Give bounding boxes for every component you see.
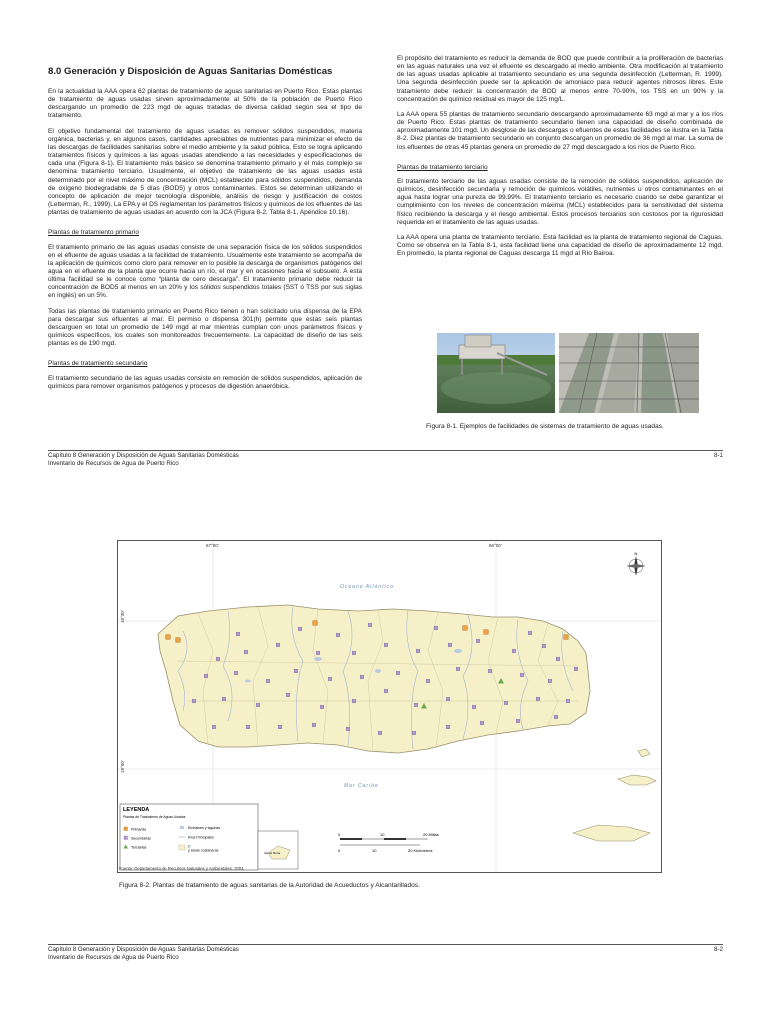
secondary-plant-marker [446,697,450,701]
scale-label: 10 [372,848,377,853]
paragraph: Todas las plantas de tratamiento primario en Puerto Rico tienen o han solicitado una dispensa de la EPA para descargar sus efluentes al mar. El permiso o dispensa 301(h) permite que estas seis plantas descarguen en total un promedio de 149 mgd al mar mientras cumplan con unos parámetros físicos y químicos específicos, los cuales son monitoreados frecuentemente. La capacidad de diseño de las seis plantas es de 190 mgd. [48,307,362,348]
primary-plant-marker [166,635,170,639]
subheading-primario: Plantas de tratamiento primario [48,229,139,237]
north-label: N [634,551,638,556]
paragraph: La AAA opera 55 plantas de tratamiento secundario descargando aproximadamente 63 mgd al mar y a los ríos de Puerto Rico. Estas plantas de tratamiento secundario tienen una capacidad de diseño combinada de aproximadamente 101 mgd. Un desglose de las descargas o efluentes de estas facilidades se ilustra en la Tabla 8-2. Diez plantas de tratamiento secundario en conjunto descargan un promedio de 36 mgd al mar. La suma de los efluentes de otras 45 plantas genera un promedio de 27 mgd descargado a los ríos de Puerto Rico. [397,110,723,151]
secondary-plant-marker [294,669,298,673]
secondary-plant-marker [368,623,372,627]
secondary-plant-marker [574,667,578,671]
secondary-plant-marker [378,731,382,735]
secondary-plant-marker [556,657,560,661]
secondary-plant-marker [548,679,552,683]
paragraph: El objetivo fundamental del tratamiento de aguas usadas es remover sólidos suspendidos, materia orgánica, bacterias y, en algunos casos, cantidades apreciables de nutrientes para minimizar el efecto de las descargas de facilidades sanitarias sobre el medio ambiente y la salud pública. Esto se logra aplicando tratamientos físicos y químicos a las aguas usadas atendiendo a las necesidades y especificaciones de cada una (Figura 8-1). El tratamiento más básico se denomina tratamiento primario y el más complejo se denomina tratamiento terciario. Usualmente, el objetivo de tratamiento de las aguas usadas está determinado por el nivel máximo de concentración (MCL) establecido para sólidos suspendidos, demanda de oxígeno biodegradable de 5 días (BOD5) y otros contaminantes. Estos se determinan utilizando el concepto de aplicación de mejor tecnología disponible, análisis de riesgo y justificación de costos (Letterman, R., 1999). La EPA y el DS reglamentan los parámetros físicos y químicos de los efluentes de las plantas de tratamiento de aguas usadas en acuerdo con la JCA (Figura 8-2, Tabla 8-1, Apéndice 10.16). [48,127,362,217]
secondary-plant-marker [472,705,476,709]
secondary-plant-marker [212,725,216,729]
secondary-plant-marker [448,643,452,647]
secondary-plant-marker [256,703,260,707]
paragraph: El tratamiento terciario de las aguas usadas consiste de la remoción de sólidos suspendidos, aplicación de químicos, desinfección secundaria y remoción de químicos volátiles, nutrientes u otros contaminantes en el agua hasta lograr una pureza de 99.99%. El tratamiento terciario es necesario cuando se debe garantizar el cumplimiento con los niveles de concentración máxima (MCL) establecidos para la sensitividad del sistema físico recibiendo la descarga y el riesgo ambiental. Estos procesos terciarios son costosos por la rigurosidad requerida en el tratamiento de las aguas usadas. [397,177,723,226]
scale-label: 10 [380,832,385,837]
paragraph: El tratamiento primario de las aguas usadas consiste de una separación física de los sólidos suspendidos en el efluente de aguas usadas a la facilidad de tratamiento. Usualmente este tratamiento se acompaña de la aplicación de químicos como cloro para remover en lo posible la descarga de organismos patógenos del agua en el efluente de la planta que ocurre hacia un río, el mar y en ocasiones hacia el subsuelo. A esta última facilidad se le conoce como “planta de cero descarga”. El tratamiento primario debe reducir la concentración de BOD5 al menos en un 20% y los sólidos suspendidos totales (SST ó TSS por sus siglas en inglés) en un 5%. [48,243,362,300]
secondary-plant-marker [278,725,282,729]
inset-label: Isla de Mona [264,851,281,855]
page-footer [48,944,723,961]
secondary-plant-marker [384,643,388,647]
secondary-plant-marker [520,673,524,677]
paragraph: En la actualidad la AAA opera 62 plantas de tratamiento de aguas sanitarias en Puerto Rico. Estas plantas de tratamiento de aguas usadas sirven aproximadamente al 50% de la población de Puerto Rico descargando un promedio de 223 mgd de aguas tratadas de diversa calidad según sea el tipo de tratamiento. [48,88,362,120]
secondary-plant-marker [446,725,450,729]
secondary-plant-marker [328,677,332,681]
figure-8-2-map [117,540,662,873]
subheading-secundario: Plantas de tratamiento secundario [48,360,148,368]
legend-item-cont: y áreas costaneras [188,848,219,853]
secondary-plant-marker [276,643,280,647]
secondary-plant-marker [286,693,290,697]
paragraph: El tratamiento secundario de las aguas usadas consiste en remoción de sólidos suspendidos, aplicación de químicos para remover organismos patógenos y procesos de digestión anaeróbica. [48,374,362,390]
lon-label: 67°00' [206,543,219,548]
page-number: 8-1 [714,452,723,459]
mona-inset [258,831,298,869]
secondary-plant-marker [222,697,226,701]
footer-inventory: Inventario de Recursos de Agua de Puerto Rico [48,953,179,961]
secondary-plant-marker [204,674,208,678]
page-footer [48,450,723,467]
lat-label: 18°00' [120,760,125,773]
page-number: 8-2 [714,946,723,953]
secondary-plant-marker [360,675,364,679]
legend-reservoir-icon [180,826,184,829]
footer-inventory: Inventario de Recursos de Agua de Puerto Rico [48,459,179,467]
secondary-plant-marker [456,667,460,671]
secondary-plant-marker [542,644,546,648]
secondary-plant-marker [416,649,420,653]
secondary-plant-marker [266,679,270,683]
subheading-terciario: Plantas de tratamiento terciario [397,163,488,171]
scale-label: 20 Kilómetros [408,848,433,853]
legend-subtitle: Plantas de Tratamiento de Aguas Usadas [123,815,186,819]
legend-item: Primarias [131,827,147,832]
ocean-label: Oceano Atlántico [340,584,394,590]
primary-plant-marker [564,635,568,639]
sea-label: Mar Caribe [344,783,379,789]
secondary-plant-marker [384,689,388,693]
legend-title: LEYENDA [123,807,150,813]
lat-label: 18°30' [120,610,125,623]
secondary-plant-marker [244,650,248,654]
legend-item: Embalses y lagunas [188,826,221,830]
primary-plant-marker [463,626,467,630]
secondary-plant-marker [396,671,400,675]
map-source: Fuente: Departamento de Recursos Naturales y Ambientales, 2004. [119,866,245,871]
figure-8-1-photos [437,333,699,413]
scale-label: 0 [338,832,341,837]
legend-item: Secundarias [131,836,151,841]
secondary-plant-marker [298,627,302,631]
secondary-plant-marker [504,701,508,705]
secondary-plant-marker [236,632,240,636]
secondary-plant-marker [434,626,438,630]
legend-watershed-icon [179,845,185,850]
scale-label: 0 [338,848,341,853]
lon-label: 66°00' [489,543,502,548]
primary-plant-marker [176,638,180,642]
legend-item: Terciarias [131,845,147,850]
secondary-plant-marker [312,723,316,727]
secondary-plant-marker [346,727,350,731]
secondary-plant-marker [480,721,484,725]
legend-item: Ríos Principales [188,835,214,840]
secondary-plant-marker [216,657,220,661]
paragraph: La AAA opera una planta de tratamiento terciario. Esta facilidad es la planta de tratamiento regional de Caguas. Como se observa en la Tabla 8-1, esta facilidad tiene una capacidad de diseño de aproximadamente 12 mgd. En promedio, la planta regional de Caguas descarga 11 mgd al Río Bairoa. [397,233,723,258]
paragraph: El propósito del tratamiento es reducir la demanda de BOD que puede contribuir a la proliferación de bacterias en las aguas naturales una vez el efluente es descargado al medio ambiente. Otra modificación al tratamiento de las aguas usadas aplicable al tratamiento secundario es una segunda desinfección (Letterman, R. 1999). Una segunda desinfección puede ser la aplicación de amoniaco para reducir agentes nitrosos libres. Este tratamiento debe reducir la concentración de BOD al menos entre 70-90%, los TSS en un 90% y la concentración de químico residual es mayor de 125 mg/L. [397,55,723,103]
secondary-plant-marker [488,669,492,673]
secondary-plant-marker [246,725,250,729]
legend-primaria-icon [124,827,128,831]
secondary-plant-marker [192,699,196,703]
treatment-plant-photo-2 [559,333,699,413]
secondary-plant-marker [528,631,532,635]
right-column [397,55,723,265]
secondary-plant-marker [566,699,570,703]
secondary-plant-marker [512,649,516,653]
section-heading: 8.0 Generación y Disposición de Aguas Sanitarias Domésticas [48,66,333,77]
primary-plant-marker [313,621,317,625]
secondary-plant-marker [476,639,480,643]
treatment-plant-photo-1 [437,333,555,413]
figure-8-2-caption: Figura 8-2. Plantas de tratamiento de aguas sanitarias de la Autoridad de Acueductos y Alcantarillados. [119,882,420,889]
left-column [48,66,362,398]
footer-chapter: Capítulo 8 Generación y Disposición de Aguas Sanitarias Domésticas [48,946,239,953]
figure-8-1-caption: Figura 8-1. Ejemplos de facilidades de sistemas de tratamiento de aguas usadas. [426,423,664,430]
scale-label: 20 Millas [423,832,439,837]
secondary-plant-marker [352,651,356,655]
secondary-plant-marker [426,679,430,683]
secondary-plant-marker [234,671,238,675]
secondary-plant-marker [516,719,520,723]
legend-item: C [188,844,191,849]
primary-plant-marker [484,630,488,634]
secondary-plant-marker [554,715,558,719]
secondary-plant-marker [536,697,540,701]
secondary-plant-marker [412,731,416,735]
map-legend [120,804,258,870]
secondary-plant-marker [336,633,340,637]
footer-chapter: Capítulo 8 Generación y Disposición de Aguas Sanitarias Domésticas [48,452,239,459]
secondary-plant-marker [316,651,320,655]
legend-secundaria-icon [124,836,128,840]
secondary-plant-marker [320,705,324,709]
secondary-plant-marker [352,699,356,703]
secondary-plant-marker [414,703,418,707]
